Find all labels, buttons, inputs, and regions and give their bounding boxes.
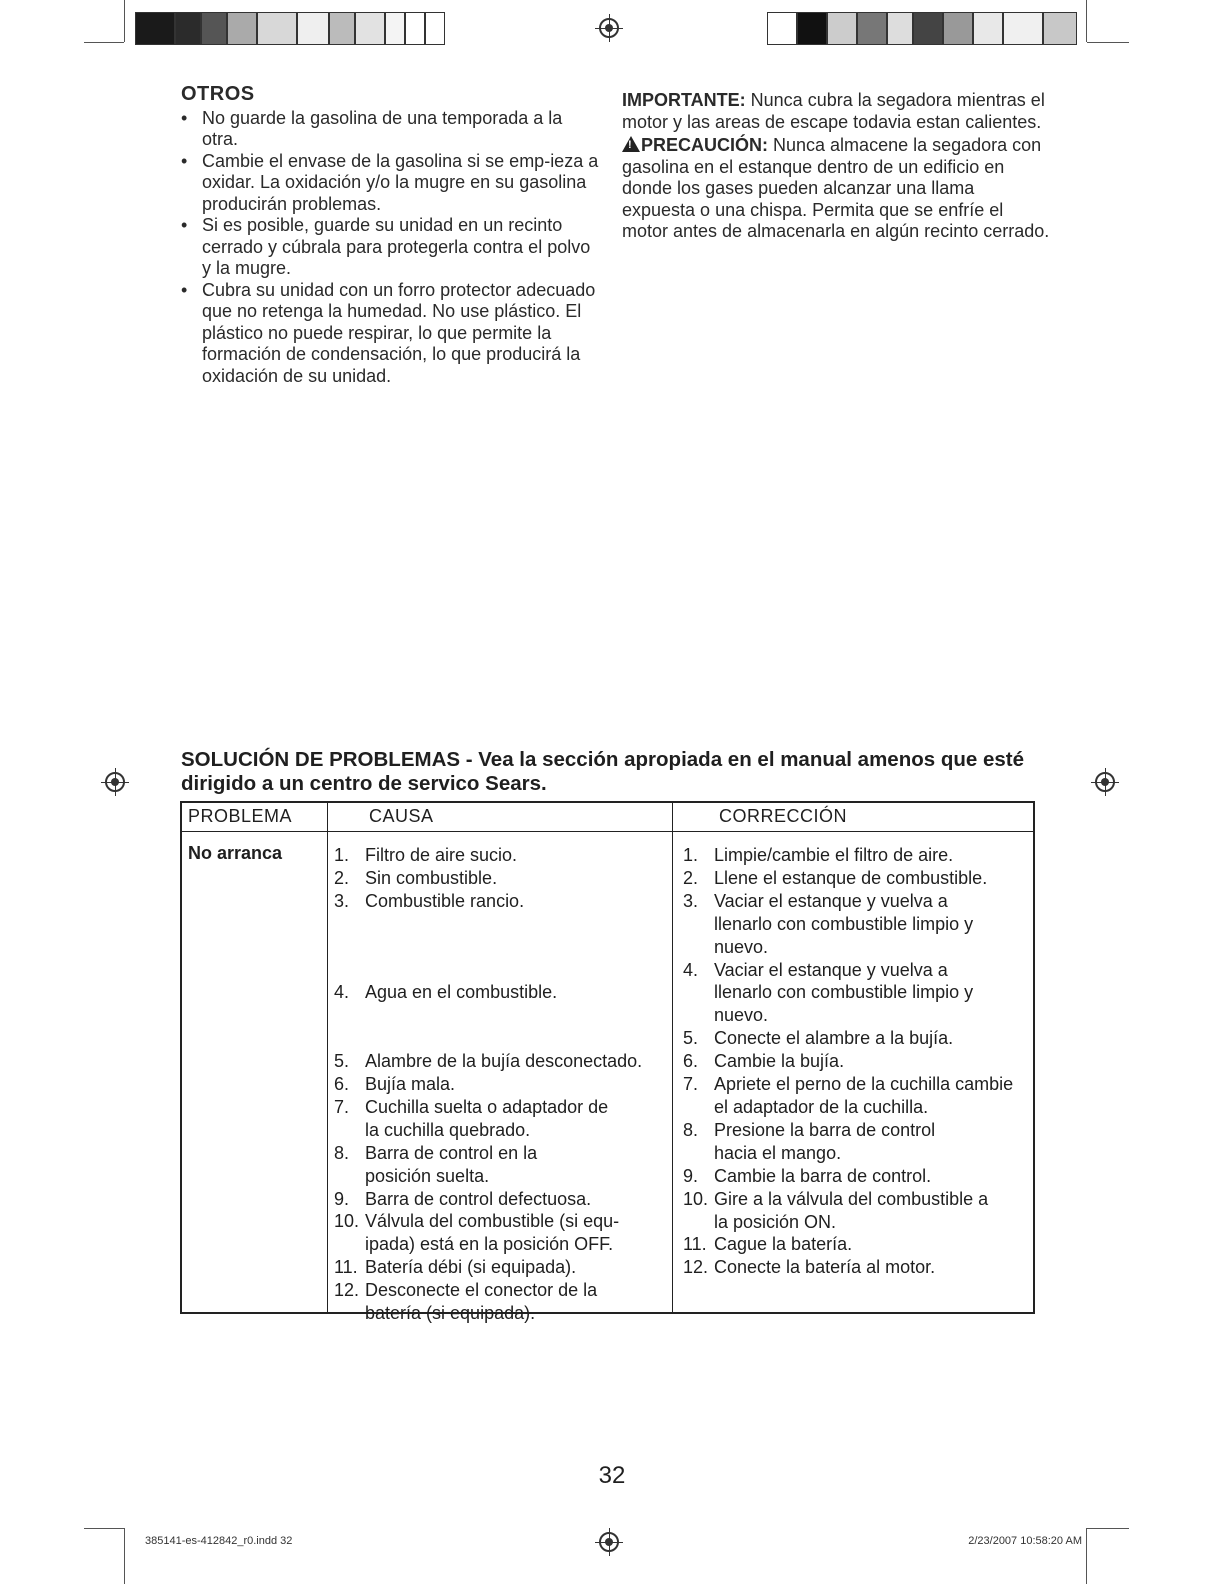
cause-item: 3. Combustible rancio. (334, 890, 525, 911)
crop-mark-bl-v (124, 1528, 125, 1584)
corrections-column (683, 844, 1028, 1279)
otros-heading: OTROS (181, 83, 255, 105)
correction-item: 8. Presione la barra de control hacia el mango. (683, 1119, 936, 1163)
otros-list (181, 108, 601, 388)
cause-item: 7. Cuchilla suelta o adaptador de la cuchilla quebrado. (334, 1096, 609, 1140)
crop-mark-br-h (1087, 1528, 1129, 1529)
correction-item: 1. Limpie/cambie el filtro de aire. (683, 845, 954, 865)
registration-mark-icon (599, 1532, 619, 1552)
column-divider (672, 803, 673, 1312)
storage-notes (622, 90, 1052, 243)
registration-mark-icon (599, 18, 619, 38)
troubleshooting-title-rest: - Vea la sección apropiada en el manual amenos que esté dirigido a un centro de servico Sears. (181, 748, 1025, 795)
cause-item: 2. Sin combustible. (334, 867, 498, 888)
list-item: • Si es posible, guarde su unidad en un recinto cerrado y cúbrala para protegerla contra el polvo y la mugre. (181, 215, 601, 280)
column-divider (327, 803, 328, 1312)
correction-item: 6. Cambie la bujía. (683, 1051, 845, 1072)
page-number: 32 (598, 1462, 626, 1489)
cause-item: 12. Desconecte el conector de la batería (si equipada). (334, 1280, 598, 1324)
cause-item: 5. Alambre de la bujía desconectado. (334, 1051, 643, 1072)
correction-item: 3. Vaciar el estanque y vuelva a llenarlo con combustible limpio y nuevo. (683, 890, 974, 957)
importante-note (622, 90, 1052, 133)
crop-mark-bl-h (84, 1528, 124, 1529)
density-bar-left (135, 12, 445, 45)
cause-item: 8. Barra de control en la posición suelta. (334, 1142, 538, 1186)
crop-mark-tr-v (1086, 0, 1087, 42)
header-problema: PROBLEMA (188, 806, 293, 826)
cause-item: 4. Agua en el combustible. (334, 982, 558, 1003)
header-divider (182, 831, 1033, 832)
registration-mark-icon (105, 772, 125, 792)
crop-mark-tr-h (1087, 42, 1129, 43)
density-bar-right (767, 12, 1077, 45)
registration-mark-icon (1095, 772, 1115, 792)
correction-item: 2. Llene el estanque de combustible. (683, 867, 988, 888)
crop-mark-tl-h (84, 42, 124, 43)
correction-item: 9. Cambie la barra de control. (683, 1165, 932, 1186)
precaucion-label: PRECAUCIÓN: (641, 135, 769, 155)
problem-no-arranca: No arranca (188, 843, 283, 863)
warning-triangle-icon (622, 136, 640, 152)
precaucion-text: Nunca almacene la segadora con gasolina en el estanque dentro de un edificio en donde los gases pueden alcanzar una llama expuesta o una chispa. Permita que se enfríe el motor antes de almacenarla en algún recinto cerrado. (622, 135, 1050, 241)
crop-mark-br-v (1086, 1528, 1087, 1584)
otros-section (181, 84, 601, 387)
cause-item: 9. Barra de control defectuosa. (334, 1188, 592, 1209)
cause-item: 6. Bujía mala. (334, 1074, 456, 1094)
list-item: • No guarde la gasolina de una temporada a la otra. (181, 108, 601, 151)
correction-item: 5. Conecte el alambre a la bujía. (683, 1028, 954, 1049)
importante-label: IMPORTANTE: (622, 90, 746, 110)
footer-timestamp: 2/23/2007 10:58:20 AM (968, 1535, 1082, 1547)
crop-mark-tl-v (124, 0, 125, 42)
cause-item: 11. Batería débi (si equipada). (334, 1257, 577, 1278)
header-causa: CAUSA (369, 806, 434, 826)
cause-item: 10. Válvula del combustible (si equ-ipada) está en la posición OFF. (334, 1211, 620, 1255)
correction-item: 4. Vaciar el estanque y vuelva a llenarlo con combustible limpio y nuevo. (683, 959, 974, 1026)
causes-column (334, 844, 670, 1325)
cause-item: 1. Filtro de aire sucio. (334, 845, 518, 865)
correction-item: 10. Gire a la válvula del combustible a la posición ON. (683, 1188, 989, 1232)
footer-file-name: 385141-es-412842_r0.indd 32 (145, 1535, 293, 1547)
importante-text: Nunca cubra la segadora mientras el motor y las areas de escape todavia estan calientes. (622, 90, 1045, 132)
correction-item: 11. Cague la batería. (683, 1234, 853, 1255)
header-correccion: CORRECCIÓN (719, 806, 848, 826)
correction-item: 12. Conecte la batería al motor. (683, 1257, 936, 1278)
troubleshooting-title-main: SOLUCIÓN DE PROBLEMAS (181, 748, 461, 771)
precaucion-note (622, 135, 1052, 243)
list-item: • Cubra su unidad con un forro protector adecuado que no retenga la humedad. No use plástico. El plástico no puede respirar, lo que permite la formación de condensación, lo que producirá la oxidación de su unidad. (181, 280, 601, 388)
correction-item: 7. Apriete el perno de la cuchilla cambie el adaptador de la cuchilla. (683, 1074, 1014, 1117)
troubleshooting-table (180, 801, 1035, 1324)
list-item: • Cambie el envase de la gasolina si se emp-ieza a oxidar. La oxidación y/o la mugre en su gasolina producirán problemas. (181, 151, 601, 216)
troubleshooting-title (181, 748, 1041, 796)
